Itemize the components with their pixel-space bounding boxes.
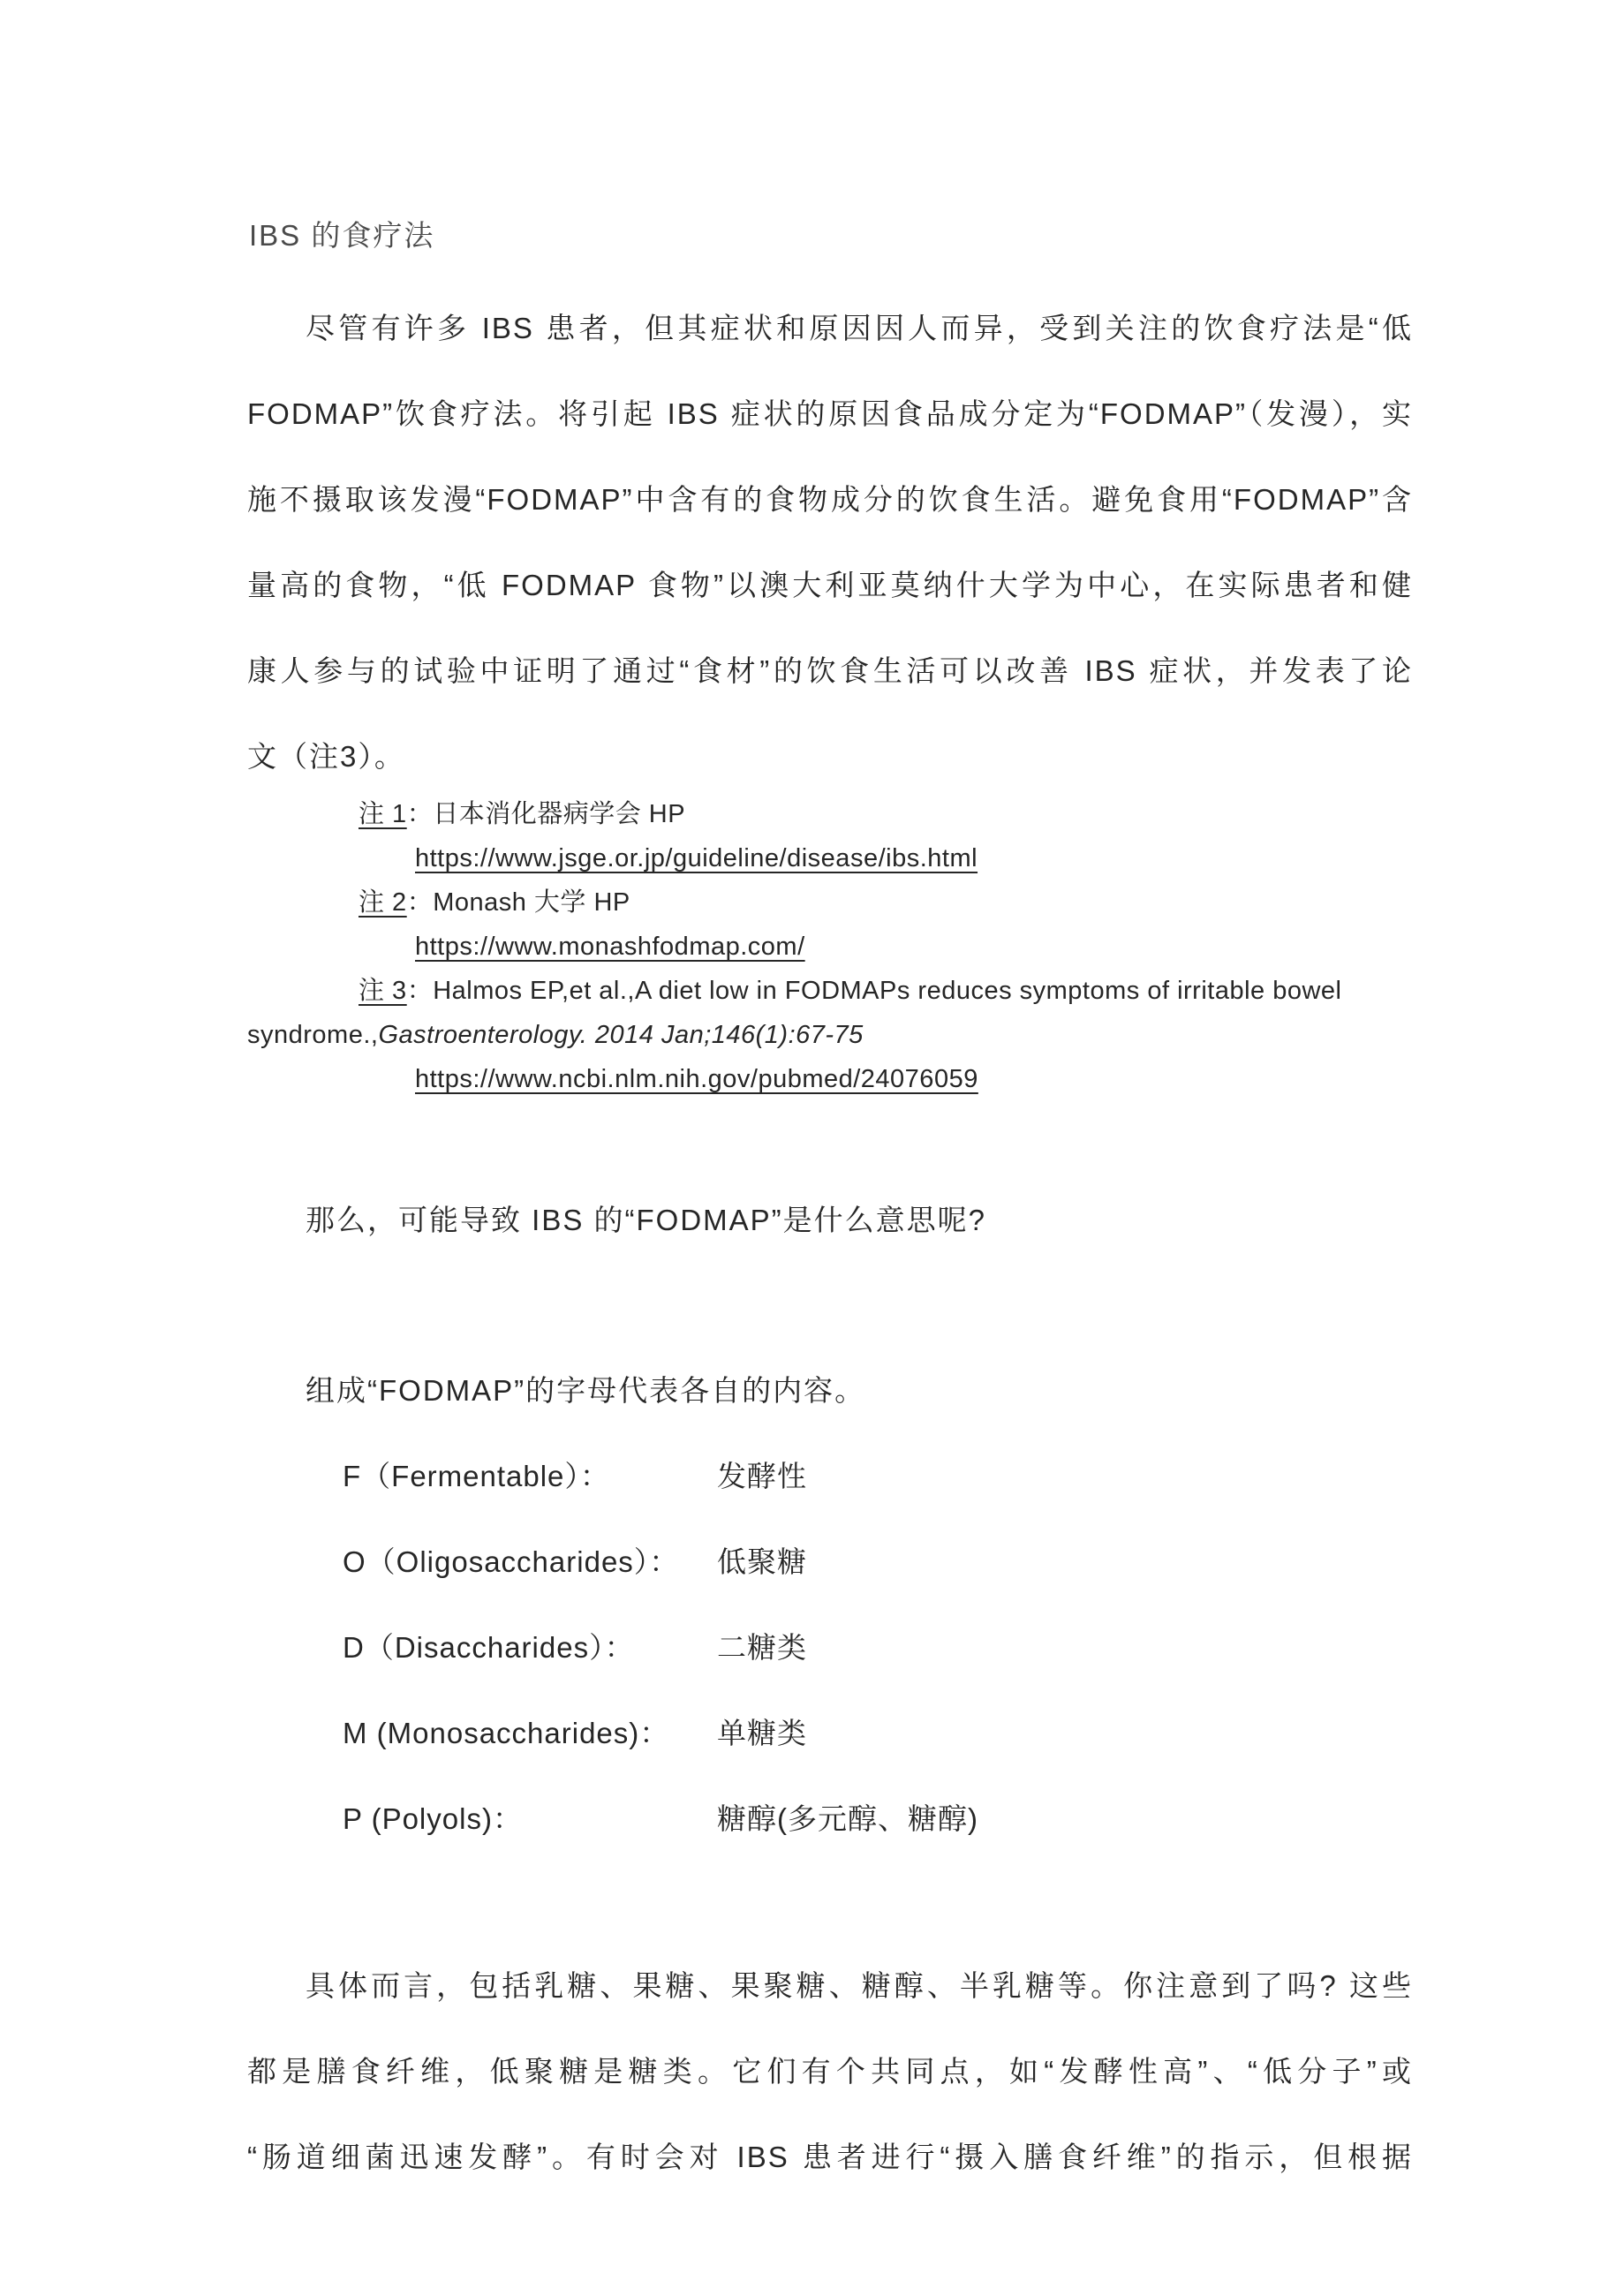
fodmap-item-p xyxy=(247,1776,1413,1862)
paragraph-line: 组成“FODMAP”的字母代表各自的内容。 xyxy=(306,1374,866,1407)
paragraph-line: 尽管有许多 IBS 患者，但其症状和原因因人而异，受到关注的饮食疗法是“低 xyxy=(306,312,1413,344)
fodmap-definition: 二糖类 xyxy=(717,1631,807,1664)
paragraph-line: 文（注3）。 xyxy=(247,740,405,773)
footnote-separator: ： xyxy=(406,800,434,828)
monash-fodmap-link[interactable]: https://www.monashfodmap.com/ xyxy=(415,933,805,961)
paragraph-line: 都是膳食纤维，低聚糖是糖类。它们有个共同点，如“发酵性高”、“低分子”或 xyxy=(247,2055,1413,2088)
fodmap-term: F（Fermentable）： xyxy=(343,1460,610,1492)
jsge-guideline-link[interactable]: https://www.jsge.or.jp/guideline/disease/ibs.html xyxy=(415,844,978,872)
paragraph-line: FODMAP”饮食疗法。将引起 IBS 症状的原因食品成分定为“FODMAP”（发漫），实 xyxy=(247,397,1413,430)
fodmap-term: P (Polyols)： xyxy=(343,1802,523,1835)
footnote-3-link-line xyxy=(247,1057,1413,1101)
footnotes-block xyxy=(247,792,1413,1101)
footnote-text: Monash 大学 HP xyxy=(433,888,630,917)
footnote-label: 注 3 xyxy=(359,977,407,1005)
page-title: IBS 的食疗法 xyxy=(249,219,435,252)
footnote-label: 注 1 xyxy=(359,800,407,828)
footnote-separator: ： xyxy=(406,977,434,1005)
fodmap-item-o xyxy=(247,1519,1413,1605)
fodmap-term: O（Oligosaccharides）： xyxy=(343,1545,680,1578)
fodmap-definition: 糖醇(多元醇、糖醇) xyxy=(717,1802,978,1835)
paragraph-line: 施不摄取该发漫“FODMAP”中含有的食物成分的饮食生活。避免食用“FODMAP”含 xyxy=(247,483,1413,516)
citation-journal: Gastroenterology. 2014 Jan;146(1):67-75 xyxy=(378,1021,864,1049)
paragraph-line: 量高的食物，“低 FODMAP 食物”以澳大利亚莫纳什大学为中心，在实际患者和健 xyxy=(247,569,1413,601)
fodmap-definition: 发酵性 xyxy=(717,1460,807,1492)
footnote-1 xyxy=(247,792,1413,836)
paragraph-examples xyxy=(247,1943,1413,2200)
footnote-text: 日本消化器病学会 HP xyxy=(433,800,686,828)
footnote-separator: ： xyxy=(406,888,434,917)
pubmed-link[interactable]: https://www.ncbi.nlm.nih.gov/pubmed/24076059 xyxy=(415,1065,978,1093)
fodmap-definition: 单糖类 xyxy=(717,1717,807,1749)
fodmap-definition: 低聚糖 xyxy=(717,1545,807,1578)
fodmap-term: D（Disaccharides）： xyxy=(343,1631,635,1664)
citation-text: syndrome., xyxy=(247,1021,379,1049)
fodmap-item-f xyxy=(247,1433,1413,1519)
fodmap-item-d xyxy=(247,1605,1413,1690)
footnote-1-link-line xyxy=(247,836,1413,880)
fodmap-definition-list xyxy=(247,1433,1413,1862)
paragraph-line: 康人参与的试验中证明了通过“食材”的饮食生活可以改善 IBS 症状，并发表了论 xyxy=(247,654,1413,687)
document-content xyxy=(247,0,1413,2296)
footnote-3-continuation xyxy=(247,1013,1413,1057)
footnote-text: Halmos EP,et al.,A diet low in FODMAPs reduces symptoms of irritable bowel xyxy=(433,977,1342,1005)
paragraph-line: “肠道细菌迅速发酵”。有时会对 IBS 患者进行“摄入膳食纤维”的指示，但根据 xyxy=(247,2141,1413,2173)
paragraph-line: 具体而言，包括乳糖、果糖、果聚糖、糖醇、半乳糖等。你注意到了吗? 这些 xyxy=(306,1969,1413,2002)
paragraph-fodmap-overview xyxy=(247,285,1413,799)
paragraph-line: 那么，可能导致 IBS 的“FODMAP”是什么意思呢? xyxy=(306,1204,987,1236)
footnote-2-link-line xyxy=(247,925,1413,969)
fodmap-term: M (Monosaccharides)： xyxy=(343,1717,670,1749)
paragraph-list-intro xyxy=(247,1348,1413,1433)
footnote-label: 注 2 xyxy=(359,888,407,917)
fodmap-item-m xyxy=(247,1690,1413,1776)
footnote-3 xyxy=(247,969,1413,1013)
paragraph-question xyxy=(247,1177,1413,1263)
footnote-2 xyxy=(247,880,1413,925)
